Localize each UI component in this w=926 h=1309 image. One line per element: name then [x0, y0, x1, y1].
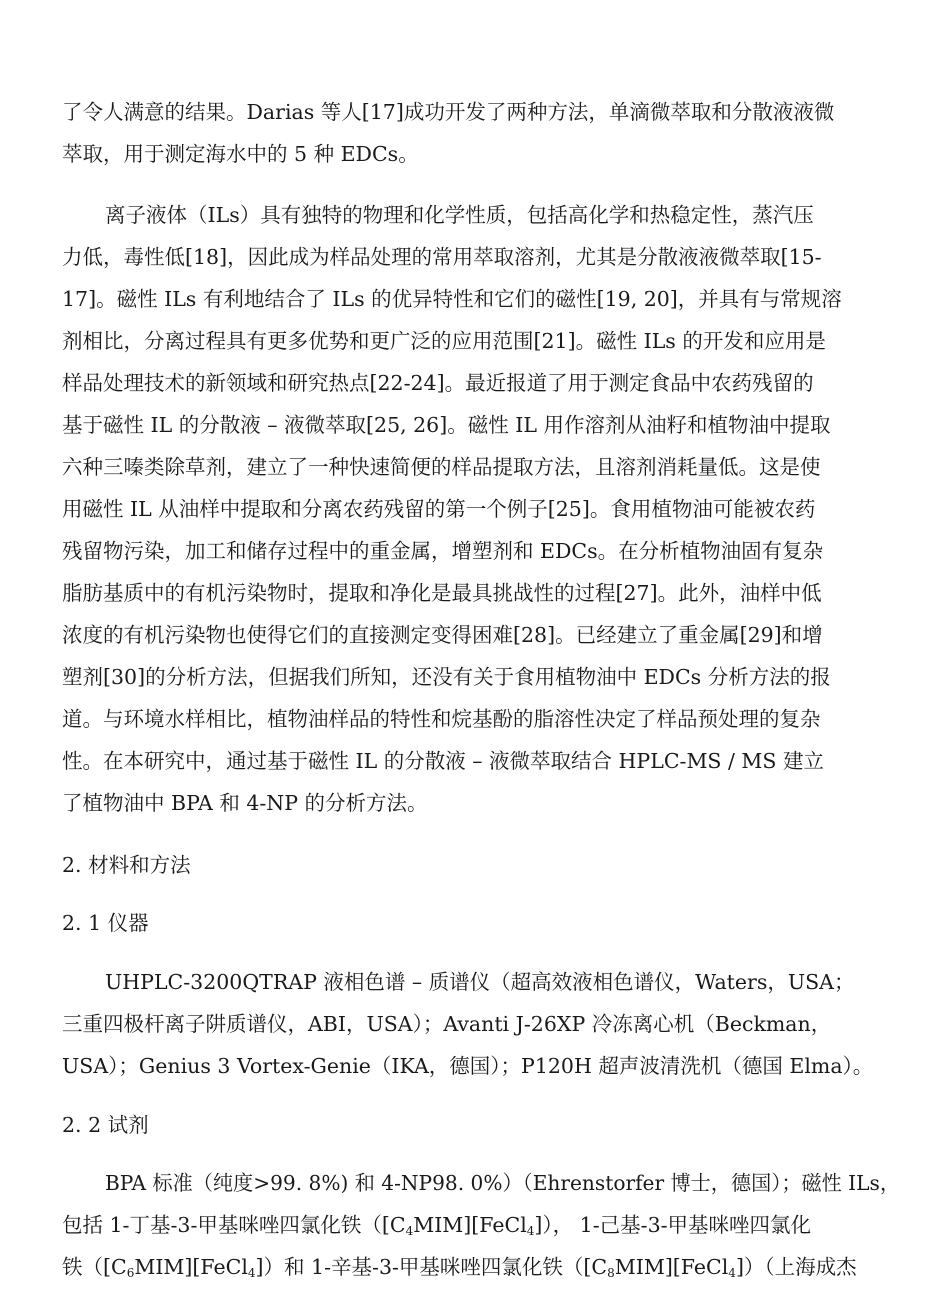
paragraph-line: 浓度的有机污染物也使得它们的直接测定变得困难[28]。已经建立了重金属[29]和增 [62, 623, 823, 647]
paragraph-line: 剂相比，分离过程具有更多优势和更广泛的应用范围[21]。磁性 ILs 的开发和应用是 [62, 329, 826, 353]
section-heading: 2. 材料和方法 [62, 853, 191, 877]
paragraph-line: 道。与环境水样相比，植物油样品的特性和烷基酚的脂溶性决定了样品预处理的复杂 [62, 707, 821, 731]
text-run: 包括 1-丁基-3-甲基咪唑四氯化铁（[C [62, 1213, 406, 1237]
text-run: MIM][FeCl [614, 1255, 729, 1279]
paragraph-line: 塑剂[30]的分析方法，但据我们所知，还没有关于食用植物油中 EDCs 分析方法的报 [62, 665, 831, 689]
text-run: MIM][FeCl [134, 1255, 248, 1279]
paragraph-line: 萃取，用于测定海水中的 5 种 EDCs。 [62, 142, 419, 166]
paragraph-line: 残留物污染，加工和储存过程中的重金属，增塑剂和 EDCs。在分析植物油固有复杂 [62, 539, 824, 563]
subsection-heading: 2. 1 仪器 [62, 911, 149, 935]
paragraph-line: 性。在本研究中，通过基于磁性 IL 的分散液 – 液微萃取结合 HPLC-MS / MS 建立 [62, 749, 824, 773]
subscript: 4 [526, 1224, 535, 1238]
subscript: 4 [247, 1266, 256, 1280]
text-run: ]）（上海成杰 [735, 1255, 857, 1279]
paragraph-line [62, 1252, 857, 1282]
text-run: ]）和 1-辛基-3-甲基咪唑四氯化铁（[C [255, 1255, 608, 1279]
paragraph-line: 用磁性 IL 从油样中提取和分离农药残留的第一个例子[25]。食用植物油可能被农药 [62, 497, 816, 521]
text-run: ]）， 1-己基-3-甲基咪唑四氯化 [534, 1213, 812, 1237]
text-run: MIM][FeCl [413, 1213, 527, 1237]
paragraph-line: 三重四极杆离子阱质谱仪，ABI，USA）；Avanti J-26XP 冷冻离心机（Beckman， [62, 1012, 832, 1036]
paragraph-line: 了令人满意的结果。Darias 等人[17]成功开发了两种方法，单滴微萃取和分散液液微 [62, 100, 835, 124]
paragraph-line: BPA 标准（纯度>99. 8%) 和 4-NP98. 0%）（Ehrenstorfer 博士，德国）；磁性 ILs， [105, 1171, 900, 1195]
subscript: 4 [405, 1224, 414, 1238]
subscript: 6 [126, 1266, 135, 1280]
paragraph-line [62, 1210, 811, 1240]
paragraph-line: 力低，毒性低[18]，因此成为样品处理的常用萃取溶剂，尤其是分散液液微萃取[15- [62, 245, 822, 269]
paragraph-line: UHPLC-3200QTRAP 液相色谱 – 质谱仪（超高效液相色谱仪，Waters，USA； [105, 970, 855, 994]
paragraph-line: 脂肪基质中的有机污染物时，提取和净化是最具挑战性的过程[27]。此外，油样中低 [62, 581, 822, 605]
subscript: 8 [607, 1266, 615, 1280]
paragraph-line: USA）；Genius 3 Vortex-Genie（IKA，德国）；P120H 超声波清洗机（德国 Elma）。 [62, 1054, 874, 1078]
subsection-heading: 2. 2 试剂 [62, 1113, 149, 1137]
paragraph-line: 样品处理技术的新领域和研究热点[22-24]。最近报道了用于测定食品中农药残留的 [62, 371, 814, 395]
paragraph-line: 离子液体（ILs）具有独特的物理和化学性质，包括高化学和热稳定性，蒸汽压 [105, 203, 814, 227]
paragraph-line: 17]。磁性 ILs 有利地结合了 ILs 的优异特性和它们的磁性[19, 20]，并具有与常规溶 [62, 287, 842, 311]
subscript: 4 [728, 1266, 736, 1280]
text-run: 铁（[C [62, 1255, 127, 1279]
paragraph-line: 基于磁性 IL 的分散液 – 液微萃取[25, 26]。磁性 IL 用作溶剂从油籽和植物油中提取 [62, 413, 831, 437]
paragraph-line: 六种三嗪类除草剂，建立了一种快速简便的样品提取方法，且溶剂消耗量低。这是使 [62, 455, 821, 479]
paragraph-line: 了植物油中 BPA 和 4-NP 的分析方法。 [62, 791, 428, 815]
